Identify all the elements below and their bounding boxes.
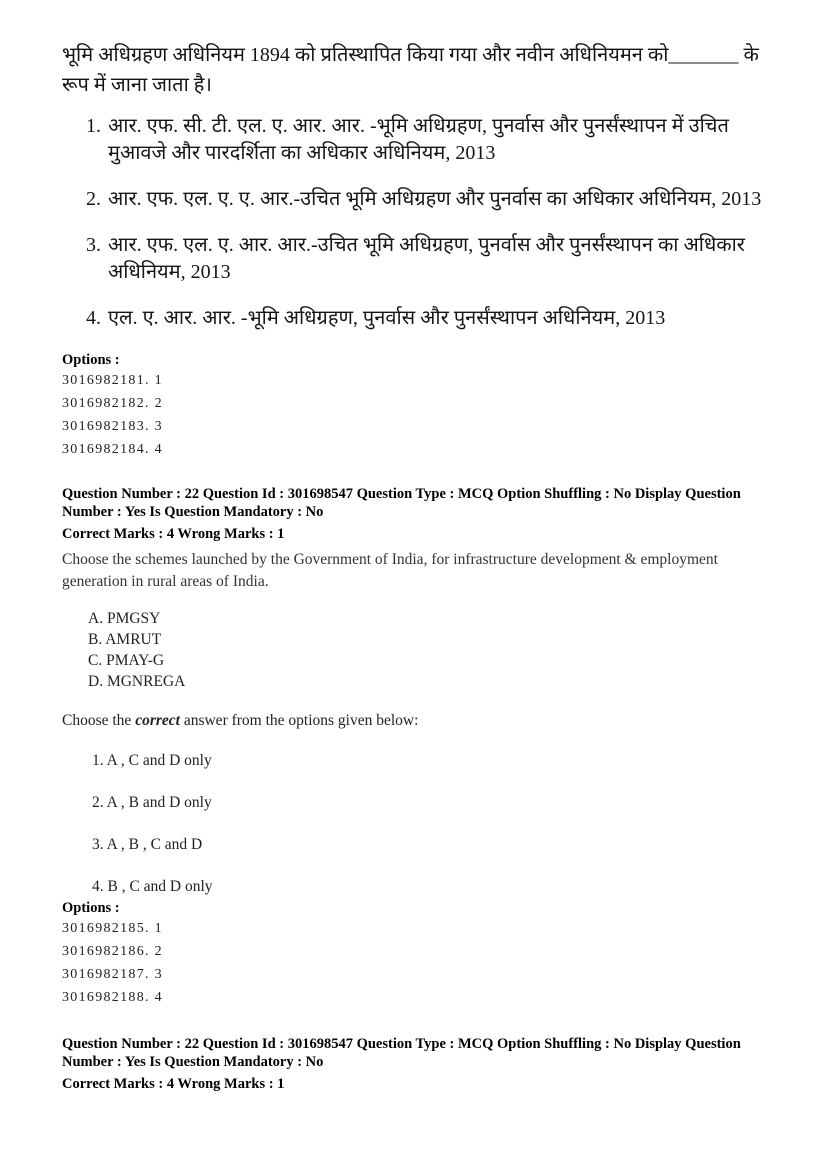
scheme-item-b: B. AMRUT (88, 631, 162, 648)
option-id-4: 3016982184. 4 (62, 442, 163, 457)
option-number: 1. (86, 115, 101, 137)
hindi-options-list (62, 113, 774, 332)
option-number: 4. (86, 307, 101, 329)
option-text: आर. एफ. एल. ए. आर. आर.-उचित भूमि अधिग्रहण, पुनर्वास और पुनर्संस्थापन का अधिकार अधिनियम, 2013 (108, 234, 745, 283)
option-id-1: 3016982181. 1 (62, 373, 163, 388)
answer-option-4: 4. B , C and D only (92, 878, 213, 895)
choose-prefix: Choose the (62, 712, 136, 729)
question-meta-line: Question Number : 22 Question Id : 301698547 Question Type : MCQ Option Shuffling : No Display Question Number : Yes Is Question Mandatory : No (62, 1036, 741, 1070)
hindi-option-3 (86, 232, 774, 286)
scheme-item-d: D. MGNREGA (88, 673, 186, 690)
answer-option-3: 3. A , B , C and D (92, 836, 203, 853)
marks-line: Correct Marks : 4 Wrong Marks : 1 (62, 526, 285, 542)
option-id-2: 3016982182. 2 (62, 396, 163, 411)
option-id-3: 3016982187. 3 (62, 967, 163, 982)
answer-option-1: 1. A , C and D only (92, 752, 212, 769)
choose-suffix: answer from the options given below: (179, 712, 419, 729)
option-id-3: 3016982183. 3 (62, 419, 163, 434)
hindi-option-4 (86, 305, 774, 332)
option-number: 2. (86, 188, 101, 210)
question-body-text: Choose the schemes launched by the Government of India, for infrastructure development & employment generation in rural areas of India. (62, 551, 718, 590)
scheme-item-c: C. PMAY-G (88, 652, 165, 669)
option-id-2: 3016982186. 2 (62, 944, 163, 959)
hindi-option-2 (86, 186, 774, 213)
question-text-hindi: भूमि अधिग्रहण अधिनियम 1894 को प्रतिस्थापित किया गया और नवीन अधिनियमन को_______ के रूप में जाना जाता है। (62, 44, 759, 96)
option-id-4: 3016982188. 4 (62, 990, 163, 1005)
option-text: आर. एफ. एल. ए. ए. आर.-उचित भूमि अधिग्रहण और पुनर्वास का अधिकार अधिनियम, 2013 (108, 188, 762, 210)
option-text: आर. एफ. सी. टी. एल. ए. आर. आर. -भूमि अधिग्रहण, पुनर्वास और पुनर्संस्थापन में उचित मुआवजे और पारदर्शिता का अधिकार अधिनियम, 2013 (108, 115, 729, 164)
options-label: Options : (62, 352, 120, 368)
choose-instruction (62, 711, 774, 731)
option-text: एल. ए. आर. आर. -भूमि अधिग्रहण, पुनर्वास और पुनर्संस्थापन अधिनियम, 2013 (108, 307, 666, 329)
marks-line: Correct Marks : 4 Wrong Marks : 1 (62, 1076, 285, 1092)
scheme-list (88, 608, 774, 692)
options-label: Options : (62, 900, 120, 916)
option-number: 3. (86, 234, 101, 256)
choose-emphasis: correct (135, 712, 180, 729)
answer-options-list (62, 752, 774, 896)
option-id-1: 3016982185. 1 (62, 921, 163, 936)
scheme-item-a: A. PMGSY (88, 610, 161, 627)
question-meta-line: Question Number : 22 Question Id : 301698547 Question Type : MCQ Option Shuffling : No Display Question Number : Yes Is Question Mandatory : No (62, 486, 741, 520)
answer-option-2: 2. A , B and D only (92, 794, 212, 811)
hindi-option-1 (86, 113, 774, 167)
